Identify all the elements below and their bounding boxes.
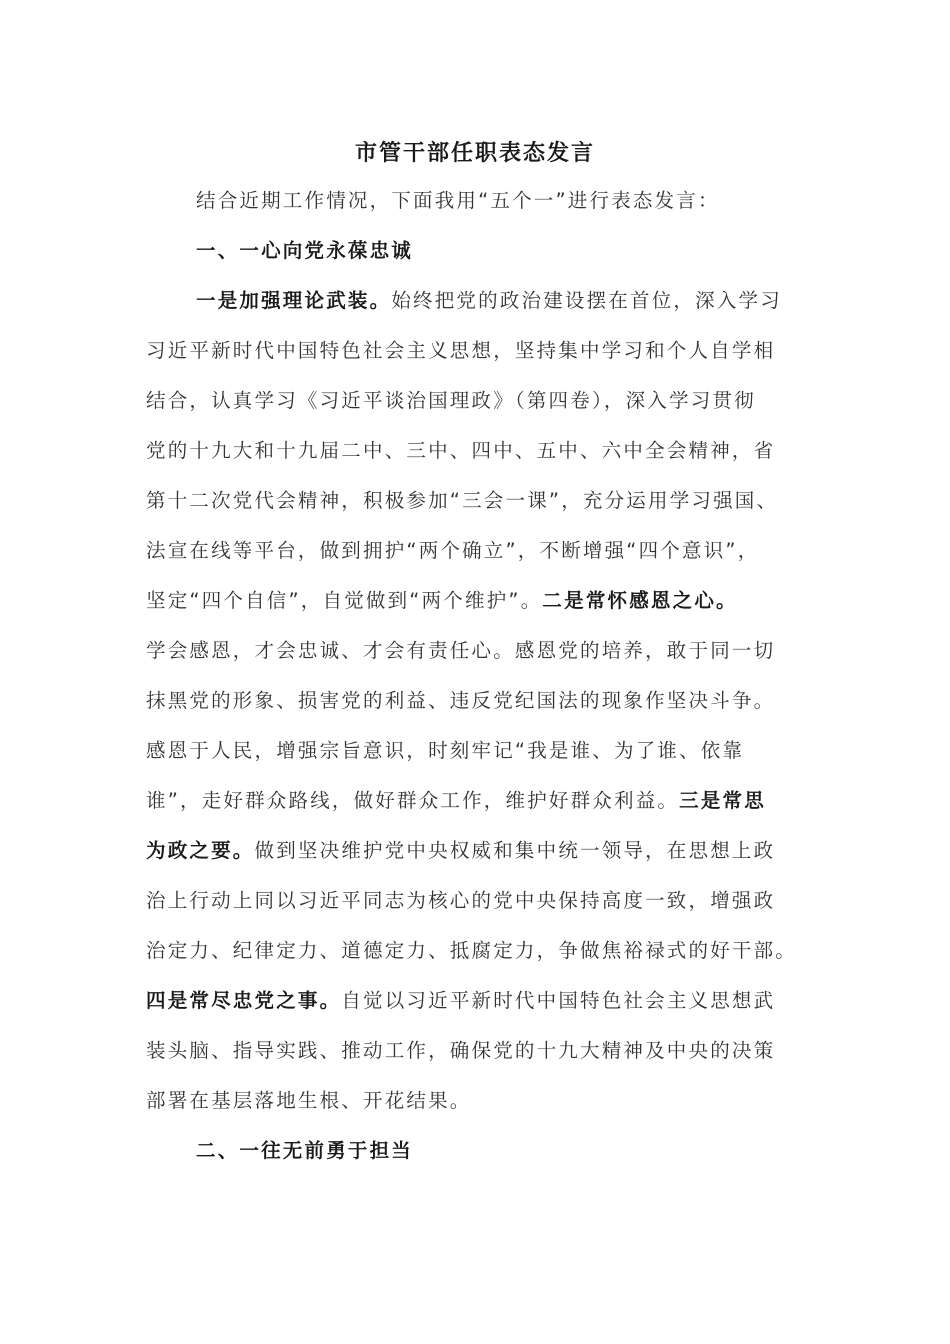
paragraph-line [146, 786, 810, 816]
paragraph-line: 治上行动上同以习近平同志为核心的党中央保持高度一致，增强政 [146, 889, 776, 912]
paragraph-line: 学会感恩，才会忠诚、才会有责任心。感恩党的培养，敢于同一切 [146, 639, 776, 662]
paragraph-line: 部署在基层落地生根、开花结果。 [146, 1089, 472, 1112]
paragraph-line: 装头脑、指导实践、推动工作，确保党的十九大精神及中央的决策 [146, 1039, 776, 1062]
paragraph-line: 法宣在线等平台，做到拥护“两个确立”，不断增强“四个意识”， [146, 539, 760, 562]
line-text: 做到坚决维护党中央权威和集中统一领导，在思想上政 [254, 839, 776, 862]
paragraph-line [146, 986, 810, 1016]
bold-lead: 一是加强理论武装。 [196, 289, 392, 312]
section-heading-1: 一、一心向党永葆忠诚 [196, 239, 414, 262]
paragraph-line: 抹黑党的形象、损害党的利益、违反党纪国法的现象作坚决斗争。 [146, 689, 776, 712]
paragraph-line: 治定力、纪律定力、道德定力、抵腐定力，争做焦裕禄式的好干部。 [146, 939, 798, 962]
paragraph-line: 第十二次党代会精神，积极参加“三会一课”，充分运用学习强国、 [146, 489, 779, 512]
paragraph-line: 结合，认真学习《习近平谈治国理政》（第四卷），深入学习贯彻 [146, 389, 756, 412]
paragraph-line [146, 586, 810, 616]
line-text: 坚定“四个自信”，自觉做到“两个维护”。 [146, 589, 543, 612]
intro-paragraph: 结合近期工作情况，下面我用“五个一”进行表态发言： [196, 189, 720, 212]
bold-lead: 三是常思 [679, 789, 766, 812]
line-text: 谁”，走好群众路线，做好群众工作，维护好群众利益。 [146, 789, 680, 812]
paragraph-line [196, 286, 860, 316]
section-heading-2: 二、一往无前勇于担当 [196, 1139, 414, 1162]
bold-lead: 二是常怀感恩之心。 [542, 589, 738, 612]
line-text: 自觉以习近平新时代中国特色社会主义思想武 [341, 989, 776, 1012]
paragraph-line: 党的十九大和十九届二中、三中、四中、五中、六中全会精神，省 [146, 439, 776, 462]
line-text: 始终把党的政治建设摆在首位，深入学习 [391, 289, 782, 312]
document-title: 市管干部任职表态发言 [354, 141, 595, 166]
bold-lead: 为政之要。 [146, 839, 255, 862]
paragraph-line: 感恩于人民，增强宗旨意识，时刻牢记“我是谁、为了谁、依靠 [146, 739, 745, 762]
bold-lead: 四是常尽忠党之事。 [146, 989, 342, 1012]
paragraph-line: 习近平新时代中国特色社会主义思想，坚持集中学习和个人自学相 [146, 339, 776, 362]
paragraph-line [146, 836, 810, 866]
